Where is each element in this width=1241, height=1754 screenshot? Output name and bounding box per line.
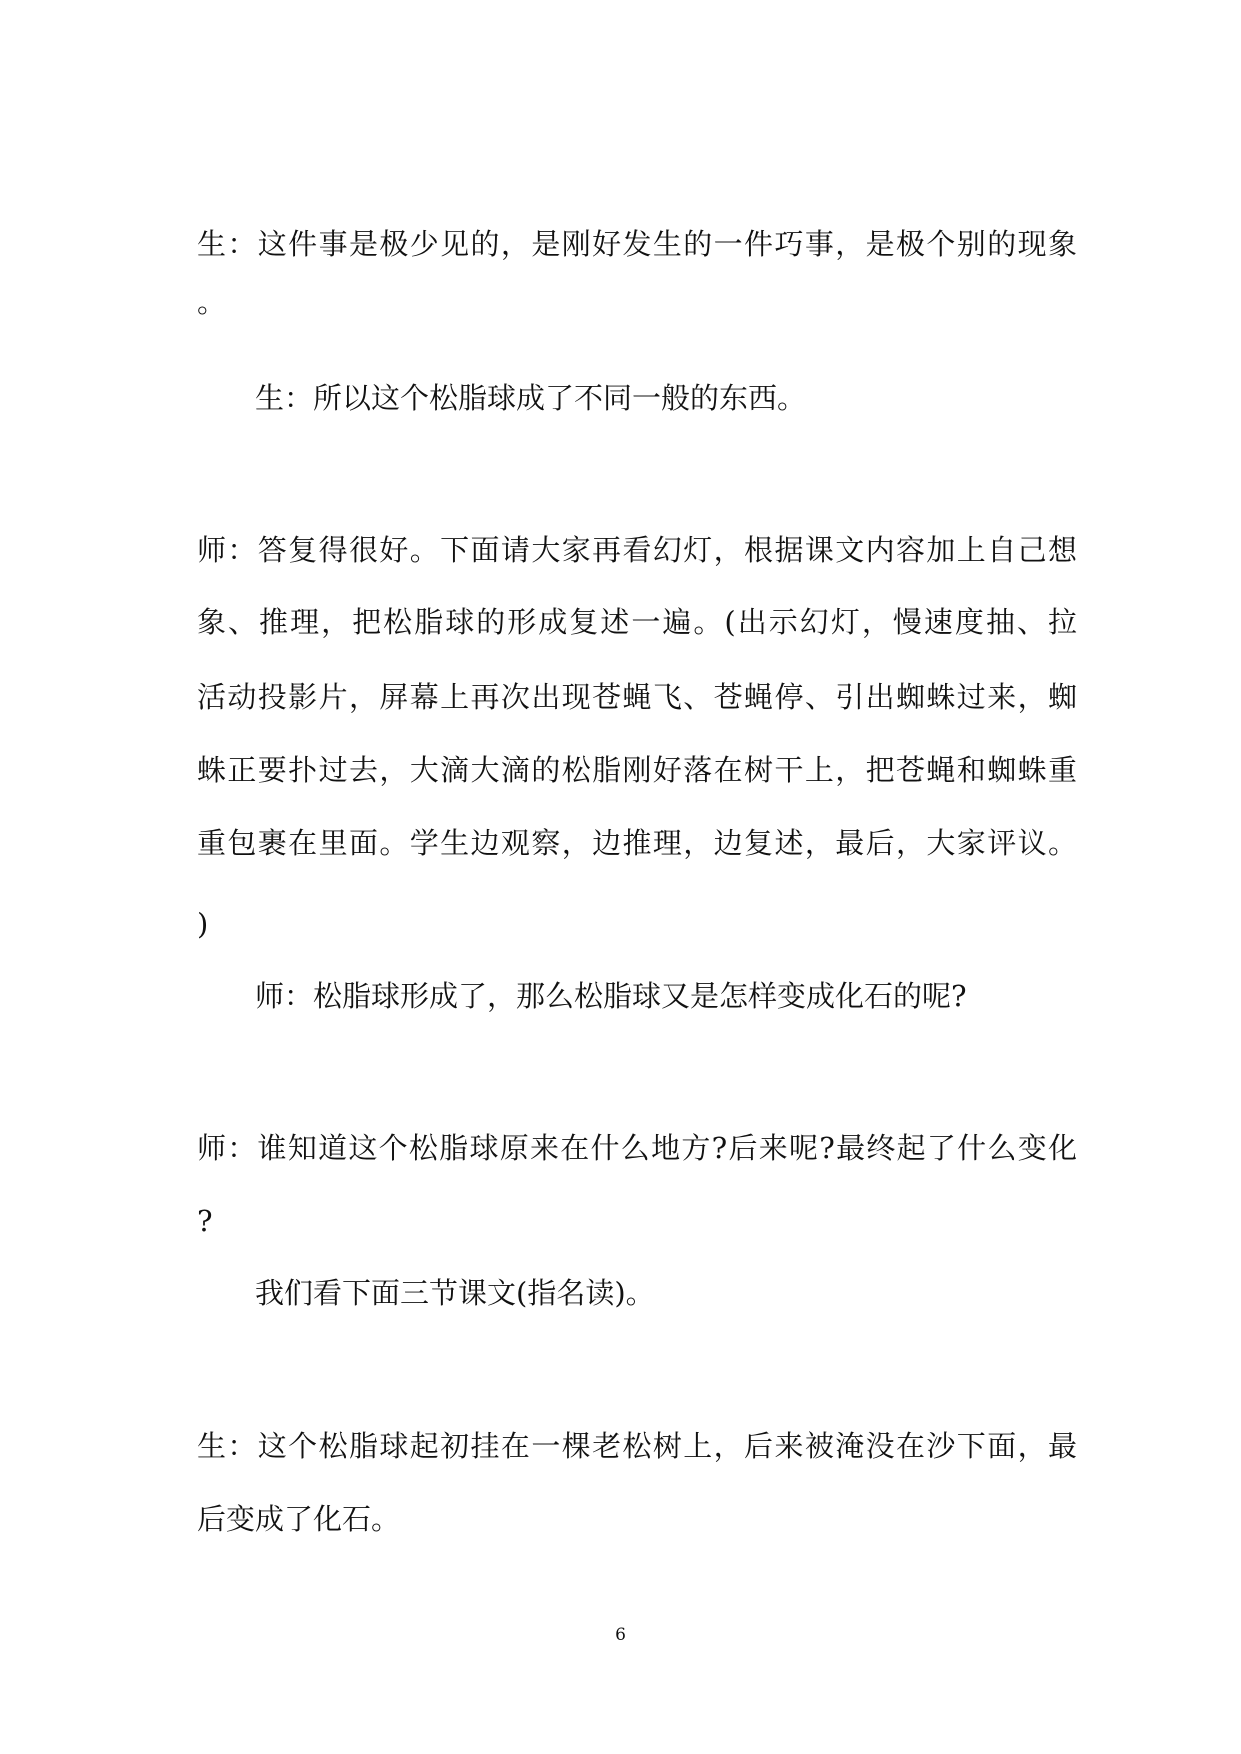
text-line: 师：松脂球形成了，那么松脂球又是怎样变成化石的呢?: [255, 979, 967, 1013]
text-line: 后变成了化石。: [197, 1502, 401, 1536]
text-line: 象、推理，把松脂球的形成复述一遍。(出示幻灯，慢速度抽、拉: [197, 605, 1077, 639]
text-line: 生：这件事是极少见的，是刚好发生的一件巧事，是极个别的现象: [197, 227, 1077, 261]
text-line: ): [197, 907, 209, 941]
text-line: 我们看下面三节课文(指名读)。: [255, 1276, 655, 1310]
text-line: 师：谁知道这个松脂球原来在什么地方?后来呢?最终起了什么变化: [197, 1131, 1077, 1165]
page-number: 6: [615, 1625, 626, 1645]
text-line: 蛛正要扑过去，大滴大滴的松脂刚好落在树干上，把苍蝇和蜘蛛重: [197, 753, 1077, 787]
text-line: 生：这个松脂球起初挂在一棵老松树上，后来被淹没在沙下面，最: [197, 1429, 1077, 1463]
text-line: 重包裹在里面。学生边观察，边推理，边复述，最后，大家评议。: [197, 826, 1077, 860]
text-line: 师：答复得很好。下面请大家再看幻灯，根据课文内容加上自己想: [197, 533, 1077, 567]
text-line: 生：所以这个松脂球成了不同一般的东西。: [255, 381, 807, 415]
text-line: ?: [197, 1204, 213, 1238]
text-line: 活动投影片，屏幕上再次出现苍蝇飞、苍蝇停、引出蜘蛛过来，蜘: [197, 680, 1077, 714]
text-line: 。: [197, 285, 227, 319]
